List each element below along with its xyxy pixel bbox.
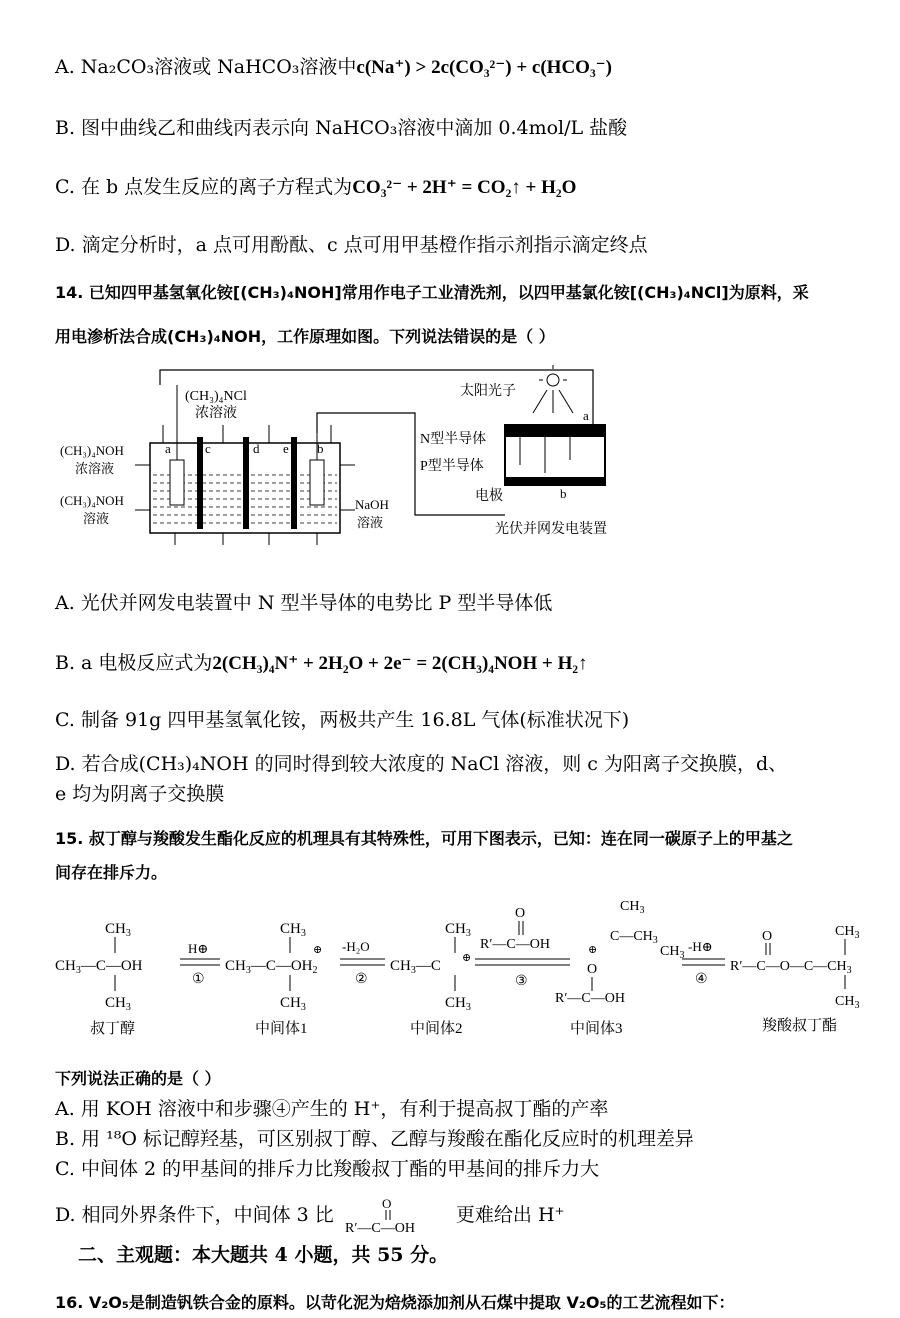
q14-option-a: A. 光伏并网发电装置中 N 型半导体的电势比 P 型半导体低 [55, 592, 553, 614]
q13-option-c-text: C. 在 b 点发生反应的离子方程式为 [55, 176, 353, 198]
svg-text:CH3: $CH_3$ [620, 899, 645, 916]
diagram-electrode-label: 电极 [475, 489, 503, 504]
diagram-membrane-c: c [205, 441, 211, 456]
section-two-heading: 二、主观题：本大题共 4 小题，共 55 分。 [78, 1244, 449, 1266]
svg-text:CH3—C—OH: $CH_3—C—OH$ [55, 958, 143, 976]
diagram-left1a: (CH₃)₄NOH [60, 443, 124, 458]
step1-reagent: H⊕ [188, 941, 209, 956]
diagram-right-a: NaOH [355, 497, 389, 512]
svg-text:R′—C—OH: R′—C—OH [555, 991, 625, 1006]
diagram-n-type-label: N型半导体 [420, 432, 487, 447]
diagram-top-label1: (CH₃)₄NCl [185, 389, 247, 404]
q16-stem: 16. V₂O₅是制造钒铁合金的原料。以苛化泥为焙烧添加剂从石煤中提取 V₂O₅的工艺流程如下： [55, 1293, 735, 1312]
svg-text:CH3: $CH_3$ [280, 921, 306, 939]
svg-text:CH3: $CH_3$ [835, 994, 860, 1011]
diagram-left1b: 浓溶液 [75, 461, 115, 476]
svg-text:CH3: $CH_3$ [835, 924, 860, 941]
svg-text:O: O [515, 906, 526, 921]
svg-text:⊕: ⊕ [313, 944, 323, 956]
q13-option-c-equation: CO₃²⁻ + 2H⁺ = CO₂↑ + H₂O [352, 177, 577, 198]
q15-option-d-text-suffix: 更难给出 H⁺ [455, 1204, 565, 1226]
q13-option-b: B. 图中曲线乙和曲线丙表示向 NaHCO₃溶液中滴加 0.4mol/L 盐酸 [55, 117, 628, 139]
q15-ask: 下列说法正确的是（ ） [55, 1069, 221, 1088]
q14-option-b [55, 648, 588, 675]
svg-text:⊕: ⊕ [588, 944, 598, 956]
svg-text:O: O [381, 1196, 392, 1211]
q15-option-d-text: D. 相同外界条件下，中间体 3 比 [55, 1204, 334, 1226]
q15-stem-line1: 15. 叔丁醇与羧酸发生酯化反应的机理具有其特殊性，可用下图表示，已知：连在同一碳原子上的甲基之 [55, 829, 793, 848]
name-intermediate-2: 中间体2 [410, 1021, 463, 1037]
svg-text:CH3—C—OH2: $CH_3—C—OH_2$ [225, 958, 318, 976]
q13-option-a [55, 52, 612, 79]
sun-icon [539, 365, 567, 386]
q14-option-b-text: B. a 电极反应式为 [55, 652, 213, 674]
svg-text:⊕: ⊕ [462, 952, 472, 964]
svg-text:CH3: $CH_3$ [105, 921, 131, 939]
svg-text:C—CH3: $C—CH_3$ [610, 929, 658, 946]
q13-option-d: D. 滴定分析时，a 点可用酚酞、c 点可用甲基橙作指示剂指示滴定终点 [55, 234, 648, 256]
name-tert-butanol: 叔丁醇 [90, 1021, 136, 1037]
electrodialysis-diagram [55, 365, 655, 550]
name-tert-butyl-ester: 羧酸叔丁酯 [762, 1018, 838, 1034]
diagram-pv-b: b [560, 486, 567, 501]
q14-option-d-line2: e 均为阴离子交换膜 [55, 783, 225, 805]
svg-text:CH3: $CH_3$ [445, 921, 471, 939]
q14-stem-line2: 用电渗析法合成(CH₃)₄NOH，工作原理如图。下列说法错误的是（ ） [55, 327, 555, 346]
q14-option-c: C. 制备 91g 四甲基氢氧化铵，两极共产生 16.8L 气体(标准状况下) [55, 709, 630, 731]
diagram-top-label2: 浓溶液 [195, 406, 237, 421]
q15-option-d [55, 1196, 565, 1236]
diagram-caption: 光伏并网发电装置 [495, 522, 607, 537]
svg-text:R′—C—O—C—CH3: $R'—C—O—C—CH_3$ [730, 959, 852, 976]
svg-text:R′—C—OH: R′—C—OH [480, 937, 550, 952]
q15-option-b: B. 用 ¹⁸O 标记醇羟基，可区别叔丁醇、乙醇与羧酸在酯化反应时的机理差异 [55, 1128, 694, 1150]
q14-option-d-line1: D. 若合成(CH₃)₄NOH 的同时得到较大浓度的 NaCl 溶液，则 c 为阳离子交换膜，d、 [55, 753, 788, 775]
svg-text:CH3: $CH_3$ [445, 995, 471, 1013]
q15-stem-line2: 间存在排斥力。 [55, 863, 168, 882]
q14-stem-line1: 14. 已知四甲基氢氧化铵[(CH₃)₄NOH]常用作电子工业清洗剂，以四甲基氯化铵[(CH₃)₄NCl]为原料，采 [55, 283, 809, 302]
carboxylic-acid-structure [340, 1196, 450, 1236]
q15-option-c: C. 中间体 2 的甲基间的排斥力比羧酸叔丁酯的甲基间的排斥力大 [55, 1158, 600, 1180]
diagram-electrode-a: a [165, 441, 171, 456]
svg-text:CH3: $CH_3$ [105, 995, 131, 1013]
name-intermediate-3: 中间体3 [570, 1021, 623, 1037]
svg-text:CH3: $CH_3$ [660, 944, 685, 961]
q15-option-a: A. 用 KOH 溶液中和步骤④产生的 H⁺，有利于提高叔丁酯的产率 [55, 1098, 609, 1120]
step4-reagent: -H⊕ [688, 939, 713, 954]
svg-text:O: O [762, 929, 773, 944]
step2-label: ② [355, 972, 368, 987]
diagram-right-b: 溶液 [357, 515, 384, 530]
diagram-p-type-label: P型半导体 [420, 459, 484, 474]
step4-label: ④ [695, 972, 708, 987]
step1-label: ① [192, 972, 205, 987]
diagram-pv-a: a [583, 408, 589, 423]
svg-text:R′—C—OH: R′—C—OH [344, 1221, 415, 1236]
q13-option-a-text: A. Na₂CO₃溶液或 NaHCO₃溶液中 [55, 56, 357, 78]
svg-text:CH3—C: $CH_3—C$ [390, 958, 441, 976]
diagram-membrane-d: d [253, 441, 260, 456]
diagram-membrane-e: e [283, 441, 289, 456]
q14-option-b-equation: 2(CH₃)₄N⁺ + 2H₂O + 2e⁻ = 2(CH₃)₄NOH + H₂↑ [212, 653, 588, 674]
diagram-electrode-b: b [317, 441, 324, 456]
q13-option-c [55, 172, 576, 199]
diagram-left2b: 溶液 [83, 511, 110, 526]
step2-reagent: -H₂O [342, 939, 370, 954]
svg-text:O: O [587, 962, 598, 977]
name-intermediate-1: 中间体1 [255, 1021, 308, 1037]
diagram-sun-label: 太阳光子 [460, 384, 516, 399]
svg-text:CH3: $CH_3$ [280, 995, 306, 1013]
q13-option-a-equation: c(Na⁺) > 2c(CO₃²⁻) + c(HCO₃⁻) [356, 57, 612, 78]
diagram-left2a: (CH₃)₄NOH [60, 493, 124, 508]
esterification-mechanism-scheme [50, 895, 900, 1045]
step3-label: ③ [515, 974, 528, 989]
